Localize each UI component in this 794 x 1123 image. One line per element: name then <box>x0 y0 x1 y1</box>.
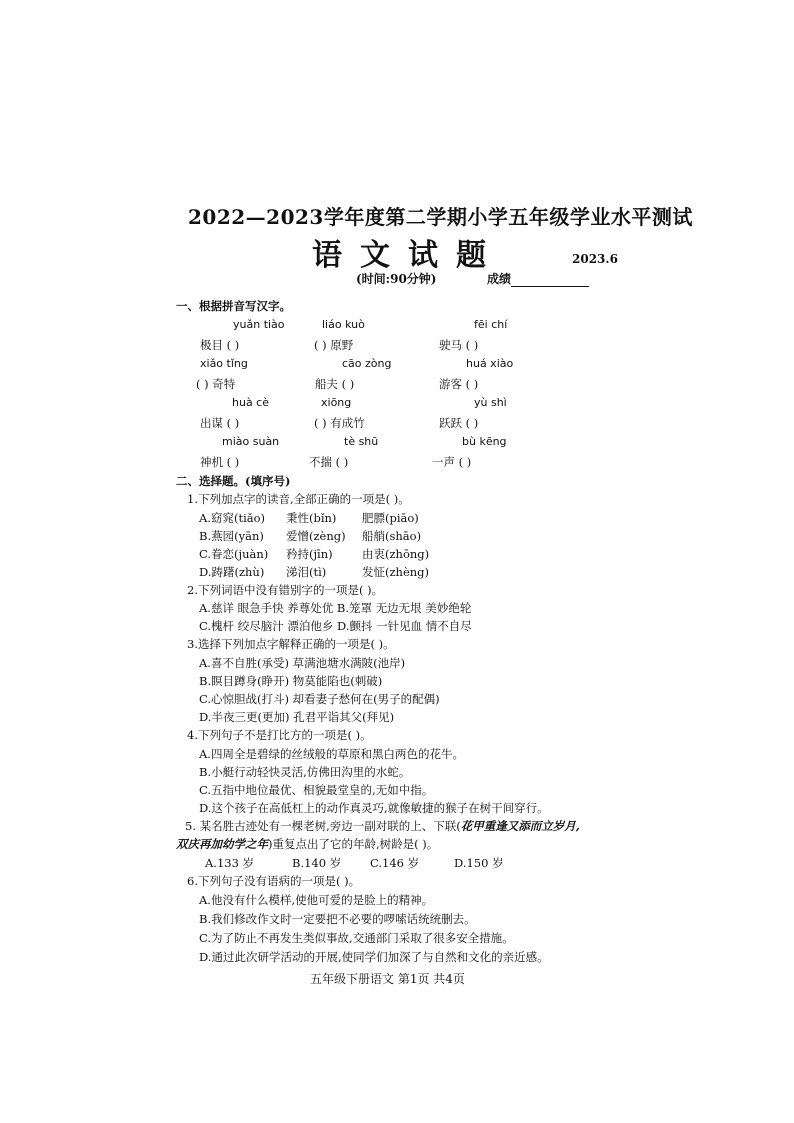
pinyin: huà cè <box>232 396 269 409</box>
pinyin: liáo kuò <box>322 318 365 331</box>
option: D.这个孩子在高低杠上的动作真灵巧,就像敏捷的猴子在树干间穿行。 <box>199 801 549 815</box>
pinyin: xiōng <box>321 396 352 409</box>
section1-heading: 一、根据拼音写汉字。 <box>176 299 291 313</box>
pinyin: yuǎn tiào <box>233 318 285 331</box>
pinyin: yù shì <box>474 396 507 409</box>
pinyin: cāo zòng <box>342 357 392 370</box>
option: D.半夜三更(更加) 孔君平诣其父(拜见) <box>199 710 395 724</box>
option: C.心惊胆战(打斗) 却看妻子愁何在(男子的配偶) <box>199 692 440 706</box>
fill-item: 跃跃 ( ) <box>439 416 479 430</box>
fill-item: 极目 ( ) <box>200 338 240 352</box>
option: D.通过此次研学活动的开展,使同学们加深了与自然和文化的亲近感。 <box>199 950 549 964</box>
option: 发怔(zhèng) <box>362 565 430 579</box>
question-stem: 1.下列加点字的读音,全部正确的一项是( )。 <box>187 492 410 506</box>
option: A.四周全是碧绿的丝绒般的草原和黑白两色的花牛。 <box>199 747 464 761</box>
option: 秉性(bǐn) <box>286 511 337 525</box>
option: D.150 岁 <box>454 856 504 870</box>
pinyin: bù kēng <box>462 435 507 448</box>
fill-item: 不揣 ( ) <box>309 455 349 469</box>
fill-item: 游客 ( ) <box>439 377 479 391</box>
fill-item: ( ) 原野 <box>314 338 354 352</box>
fill-item: 出谋 ( ) <box>200 416 240 430</box>
option: A.喜不自胜(承受) 草满池塘水满陂(池岸) <box>199 656 406 670</box>
question-stem: 2.下列词语中没有错别字的一项是( )。 <box>187 583 384 597</box>
section2-heading: 二、选择题。(填序号) <box>176 474 291 488</box>
fill-item: 驶马 ( ) <box>439 338 479 352</box>
score-blank <box>511 274 589 287</box>
fill-item: ( ) 有成竹 <box>314 416 365 430</box>
score-label: 成绩 <box>487 272 512 286</box>
option: 爱憎(zèng) <box>286 529 346 543</box>
option: 涕泪(tì) <box>286 565 327 579</box>
exam-duration: (时间:90分钟) <box>356 272 437 286</box>
fill-item: ( ) 奇特 <box>196 377 236 391</box>
question-stem: 6.下列句子没有语病的一项是( )。 <box>187 874 361 888</box>
question-stem: 4.下列句子不是打比方的一项是( )。 <box>187 728 372 742</box>
option: 肥膘(piāo) <box>362 511 419 525</box>
score-field <box>487 270 589 287</box>
page-footer: 五年级下册语文 第1页 共4页 <box>310 972 465 986</box>
exam-title: 2022—2023学年度第二学期小学五年级学业水平测试 <box>188 205 693 229</box>
option: C.五指中地位最优、相貌最堂皇的,无如中指。 <box>199 783 434 797</box>
option: C.眷恋(juàn) <box>199 547 269 561</box>
fill-item: 船夫 ( ) <box>315 377 355 391</box>
question-stem <box>185 818 580 834</box>
fill-item: 一声 ( ) <box>432 455 472 469</box>
option: B.小艇行动轻快灵活,仿佛田沟里的水蛇。 <box>199 765 411 779</box>
option: A.窈窕(tiǎo) <box>199 511 266 525</box>
option: C.146 岁 <box>370 856 420 870</box>
question-stem-part: 5. 某名胜古迹处有一棵老树,旁边一副对联的上、下联( <box>185 819 461 833</box>
pinyin: fēi chí <box>474 318 508 331</box>
couplet-lower: 双庆再加幼学之年 <box>176 837 268 851</box>
pinyin: miào suàn <box>222 435 280 448</box>
option: B.瞑目蹲身(睁开) 物莫能陷也(刺破) <box>199 674 383 688</box>
exam-subject: 语文试题 <box>312 238 504 273</box>
option: A.慈详 眼急手快 养尊处优 B.笼罩 无边无垠 美妙绝轮 <box>199 601 472 615</box>
fill-item: 神机 ( ) <box>200 455 240 469</box>
question-stem-cont <box>176 836 438 852</box>
option: D.踌躇(zhù) <box>199 565 265 579</box>
option: A.133 岁 <box>205 856 255 870</box>
option: C.槐杆 绞尽脑汁 漂泊他乡 D.颤抖 一针见血 情不自尽 <box>199 619 472 633</box>
option: A.他没有什么模样,使他可爱的是脸上的精神。 <box>199 893 434 907</box>
option: B.我们修改作文时一定要把不必要的啰嗦话统统删去。 <box>199 912 476 926</box>
option: C.为了防止不再发生类似事故,交通部门采取了很多安全措施。 <box>199 931 514 945</box>
option: 矜持(jīn) <box>286 547 333 561</box>
option: 船艄(shāo) <box>362 529 422 543</box>
pinyin: xiǎo tǐng <box>200 357 248 370</box>
couplet-upper: 花甲重逢又添而立岁月, <box>460 819 580 833</box>
pinyin: huá xiào <box>466 357 514 370</box>
exam-date: 2023.6 <box>572 252 618 266</box>
option: 由衷(zhōng) <box>362 547 430 561</box>
question-stem: 3.选择下列加点字解释正确的一项是( )。 <box>187 637 395 651</box>
option: B.140 岁 <box>292 856 342 870</box>
pinyin: tè shū <box>344 435 379 448</box>
question-stem-part: )重复点出了它的年龄,树龄是( )。 <box>268 837 439 851</box>
option: B.燕园(yān) <box>199 529 264 543</box>
